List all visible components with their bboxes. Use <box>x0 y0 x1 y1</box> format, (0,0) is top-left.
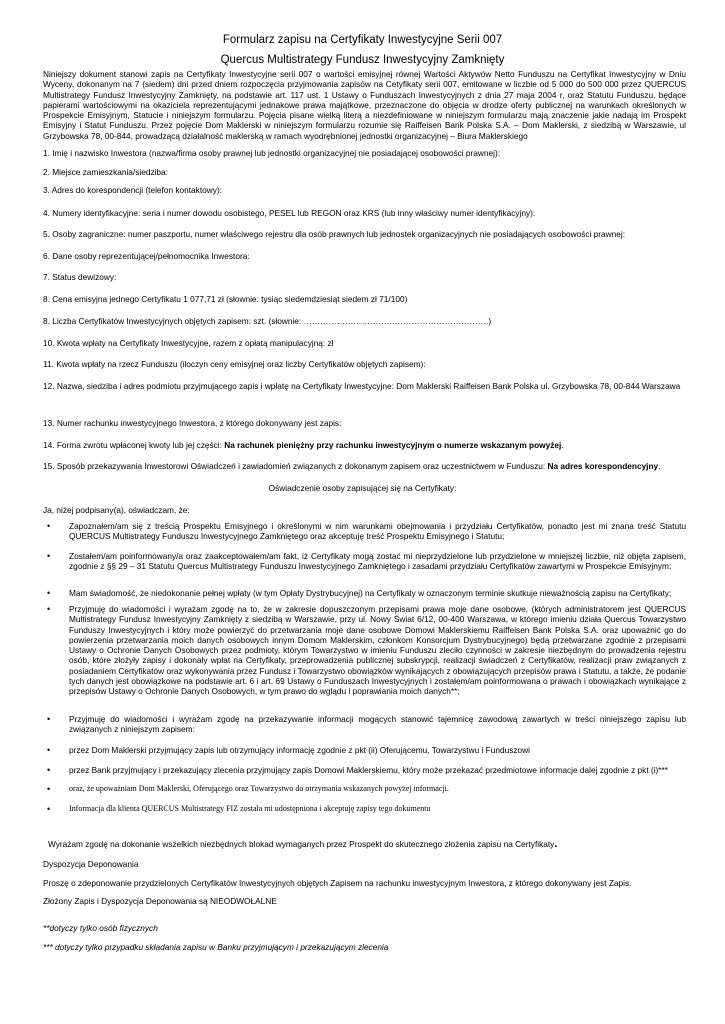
bullet-icon: • <box>47 588 51 598</box>
bullet-icon: • <box>47 521 51 531</box>
field-issue-price: 8. Cena emisyjna jednego Certyfikatu 1 077,71 zł (słownie: tysiąc siedemdziesiąt siedem zł 71/100) <box>43 294 408 304</box>
field-identification-numbers: 4. Numery identyfikacyjne: seria i numer dowodu osobistego, PESEL lub REGON oraz KRS (lub inny właściwy numer identyfikacyjny): <box>43 208 536 218</box>
bullet-icon: • <box>47 804 51 814</box>
irrevocable-note: Złożony Zapis i Dyspozycja Deponowania są NIEODWOŁALNE <box>43 896 277 906</box>
field-notification-method: 15. Sposób przekazywania Inwestorowi Oświadczeń i zawiadomień związanych z dokonanym zapisem oraz uczestnictwem w Funduszu: Na adres korespondencyjny. <box>43 461 661 471</box>
bullet-icon: • <box>47 784 51 794</box>
refund-form-value: Na rachunek pieniężny przy rachunku inwestycyjnym o numerze wskazanym powyżej <box>224 440 562 450</box>
notification-method-value: Na adres korespondencyjny <box>547 461 659 471</box>
bullet-icon: • <box>47 714 51 724</box>
deposit-heading: Dyspozycja Deponowania <box>43 859 139 869</box>
deposit-instruction: Proszę o zdeponowanie przydzielonych Certyfikatów Inwestycyjnych objętych Zapisem na rachunku inwestycyjnym Inwestora, z którego dokonywany jest Zapis. <box>43 878 632 888</box>
intro-paragraph: Niniejszy dokument stanowi zapis na Certyfikaty Inwestycyjne serii 007 o wartości emisyjnej równej Wartości Aktywów Netto Funduszu na Certyfikat Inwestycyjny w Dniu Wyceny, dokonanym na 7 (siedem) dni przed dniem rozpoczęcia przyjmowania zapisów na Cetyfikaty serii 007, emitowane w liczbie od 5 000 do 500 000 przez QUERCUS Multistrategy Fundusz Inwestycyjny Zamknięty, na podstawie art. 117 ust. 1 Ustawy o Funduszach Inwestycyjnych z dnia 27 maja 2004 r, oraz Statutu Funduszu, będące papierami wartościowymi na okaziciela reprezentującymi jednakowe prawa majątkowe, przeznaczone do objęcia w drodze oferty publicznej na warunkach określonych w Prospekcie Emisyjnym, Statucie i niniejszym formularzu. Pojęcia pisane wielką literą a niezdefiniowane w niniejszym formularzu mają znaczenie jakie nadają im Prospekt Emisyjny i Statut Funduszu. Przez pojęcie Dom Maklerski w niniejszym formularzu rozumie się Raiffeisen Bank Polska S.A. – Dom Maklerski, z siedzibą w Warszawie, ul Grzybowska 78, 00-844, prowadzącą działalność maklerską w ramach wyodrębnionej jednostki organizacyjnej – Biura Maklerskiego <box>43 69 686 141</box>
fund-name: Quercus Multistrategy Fundusz Inwestycyjny Zamknięty <box>220 54 505 66</box>
field-currency-status: 7. Status dewizowy: <box>43 272 117 282</box>
footnote-bank: *** dotyczy tylko przypadku składania zapisu w Banku przyjmującym i przekazującym zlecenia <box>43 942 389 952</box>
bullet-icon: • <box>47 604 51 614</box>
form-page: Formularz zapisu na Certyfikaty Inwestycyjne Serii 007 Quercus Multistrategy Fundusz Inwestycyjny Zamknięty Niniejszy dokument stanowi zapis na Certyfikaty Inwestycyjne serii 007 o wartości emisyjnej równej Wartości Aktywów Netto Funduszu na Certyfikat Inwestycyjny w Dniu Wyceny, dokonanym na 7 (siedem) dni przed dniem rozpoczęcia przyjmowania zapisów na Cetyfikaty serii 007, emitowane w liczbie od 5 000 do 500 000 przez QUERCUS Multistrategy Fundusz Inwestycyjny Zamknięty, na podstawie art. 117 ust. 1 Ustawy o Funduszach Inwestycyjnych z dnia 27 maja 2004 r, oraz Statutu Funduszu, będące papierami wartościowymi na okaziciela reprezentującymi jednakowe prawa majątkowe, przeznaczone do objęcia w drodze oferty publicznej na warunkach określonych w Prospekcie Emisyjnym, Statucie i niniejszym formularzu. Pojęcia pisane wielką literą a niezdefiniowane w niniejszym formularzu mają znaczenie jakie nadają im Prospekt Emisyjny i Statut Funduszu. Przez pojęcie Dom Maklerski w niniejszym formularzu rozumie się Raiffeisen Bank Polska S.A. – Dom Maklerski, z siedzibą w Warszawie, ul Grzybowska 78, 00-844, prowadzącą działalność maklerską w ramach wyodrębnionej jednostki organizacyjnej – Biura Maklerskiego 1. Imię i nazwisko Inwestora (nazwa/firma osoby prawnej lub jednostki organizacyjnej nie posiadającej osobowości prawnej): 2. Miejsce zamieszkania/siedziba: 3. Adres do korespondencji (telefon kontaktowy): 4. Numery identyfikacyjne: seria i numer dowodu osobistego, PESEL lub REGON oraz KRS (lub inny właściwy numer identyfikacyjny): 5. Osoby zagraniczne: numer paszportu, numer właściwego rejestru dla osób prawnych lub jednostek organizacyjnych nie posiadających osobowości prawnej: 6. Dane osoby reprezentującej/pełnomocnika Inwestora: 7. Status dewizowy: 8. Cena emisyjna jednego Certyfikatu 1 077,71 zł (słownie: tysiąc siedemdziesiąt siedem zł 71/100) 8. Liczba Certyfikatów Inwestycyjnych objętych zapisem: szt. (słownie: ………………………………………………………….) 10. Kwota wpłaty na Certyfikaty Inwestycyjne, razem z opłatą manipulacyjną: zł 11. Kwota wpłaty na rzecz Funduszu (iloczyn ceny emisyjnej oraz liczby Certyfikatów objętych zapisem): 12. Nazwa, siedziba i adres podmiotu przyjmującego zapis i wpłatę na Certyfikaty Inwestycyjne: Dom Maklerski Raiffeisen Bank Polska ul. Grzybowska 78, 00-844 Warszawa 13. Numer rachunku inwestycyjnego Inwestora, z którego dokonywany jest zapis: 14. Forma zwrotu wpłaconej kwoty lub jej części: Na rachunek pieniężny przy rachunku inwestycyjnym o numerze wskazanym powyżej. 15. Sposób przekazywania Inwestorowi Oświadczeń i zawiadomień związanych z dokonanym zapisem oraz uczestnictwem w Funduszu: Na adres korespondencyjny. Oświadczenie osoby zapisującej się na Certyfikaty: Ja, niżej podpisany(a), oświadczam, że: • Zapoznałem/am się z treścią Prospektu Emisyjnego i określonymi w nim warunkami obejmowania i przydziału Certyfikatów, ponadto jest mi znana treść Statutu QUERCUS Multistrategy Funduszu Inwestycyjnego Zamkniętego oraz akceptuję treść Prospektu Emisyjnego i Statutu; • Zostałem/am poinformowany/a oraz zaakceptowałem/am fakt, iż Certyfikaty mogą zostać mi nieprzydzielone lub przydzielone w mniejszej liczbie, niż objęta zapisem, zgodnie z §§ 29 – 31 Statutu Quercus Multistrategy Funduszu Inwestycyjnego Zamkniętego i zasadami przydziału Certyfikatów zawartymi w Prospekcie Emisyjnym; • Mam świadomość, że niedokonanie pełnej wpłaty (w tym Opłaty Dystrybucyjnej) na Certyfikaty w oznaczonym terminie skutkuje nieważnością zapisu na Certyfikaty; • Przyjmuję do wiadomości i wyrażam zgodę na to, że w zakresie dopuszczonym przepisami prawa moje dane osobowe, (których administratorem jest QUERCUS Multistrategy Fundusz Inwestycyjny Zamknięty z siedzibą w Warszawie, przy ul. Nowy Świat 6/12, 00-400 Warszawa, w którego imieniu działa Quercus Towarzystwo Funduszy Inwestycyjnych i który może powierzyć do przetwarzania moje dane osobowe Domowi Maklerskiemu Raiffeisen Bank Polska S.A. oraz upoważnić go do powierzenia przetwarzania moich danych osobowych innym Domom Maklerskim, członkom Konsorcjum Dystrybucyjnego) będą przetwarzane zgodnie z przepisami Ustawy o Ochronie Danych Osobowych przez podmioty, którym Towarzystwo w imieniu Funduszu zleciło czynności w zakresie niezbędnym do prowadzenia rejestru osób, które złożyły zapisy i dokonały wpłat na Certyfikaty, przeprowadzenia publicznej subskrypcji, realizacji świadczeń z Certyfikatów, realizacji praw związanych z posiadaniem Certyfikatów oraz wykonywania przez Fundusz i Towarzystwo obowiązków wynikających z obowiązujących przepisów prawa i Statutu, a także, że podanie tych danych jest obowiązkowe na podstawie art. 6 i art. 69 Ustawy o Funduszach Inwestycyjnych i zostałem/am poinformowana o prawach i obowiązkach wynikające z przepisów Ustawy o Ochronie Danych Osobowych, w tym prawo do wglądu i poprawiania moich danych**; • Przyjmuję do wiadomości i wyrażam zgodę na przekazywanie informacji mogących stanowić tajemnicę zawodową zawartych w treści niniejszego zapisu lub związanych z niniejszym zapisem: • przez Dom Maklerski przyjmujący zapis lub otrzymujący informację zgodnie z pkt (ii) Oferującemu, Towarzystwu i Funduszowi • przez Bank przyjmujący i przekazujący zlecenia przyjmujący zapis Domowi Maklerskiemu, który może przekazać przedmiotowe informacje dalej zgodnie z pkt (i)*** • oraz, że upoważniam Dom Maklerski, Oferującego oraz Towarzystwo do otrzymania wskazanych powyżej informacji. • Informacja dla klienta QUERCUS Multistrategy FIZ została mi udostępniona i akceptuję zapisy tego dokumentu Wyrażam zgodę na dokonanie wszelkich niezbędnych blokad wymaganych przez Prospekt do skutecznego złożenia zapisu na Certyfikaty. Dyspozycja Deponowania Proszę o zdeponowanie przydzielonych Certyfikatów Inwestycyjnych objętych Zapisem na rachunku inwestycyjnym Inwestora, z którego dokonywany jest Zapis. Złożony Zapis i Dyspozycja Deponowania są NIEODWOŁALNE **dotyczy tylko osób fizycznych *** dotyczy tylko przypadku składania zapisu w Banku przyjmującym i przekazującym zlecenia <box>0 0 725 1024</box>
field-account-number: 13. Numer rachunku inwestycyjnego Inwestora, z którego dokonywany jest zapis: <box>43 418 342 428</box>
bullet-icon: • <box>47 551 51 561</box>
field-representative: 6. Dane osoby reprezentującej/pełnomocnika Inwestora: <box>43 251 250 261</box>
blocking-consent: Wyrażam zgodę na dokonanie wszelkich niezbędnych blokad wymaganych przez Prospekt do skutecznego złożenia zapisu na Certyfikaty. <box>48 838 558 850</box>
bullet-icon: • <box>47 745 51 755</box>
form-title: Formularz zapisu na Certyfikaty Inwestycyjne Serii 007 <box>222 34 503 46</box>
declaration-lead: Ja, niżej podpisany(a), oświadczam, że: <box>43 505 190 515</box>
field-correspondence-address: 3. Adres do korespondencji (telefon kontaktowy): <box>43 185 222 195</box>
field-payment-amount: 10. Kwota wpłaty na Certyfikaty Inwestycyjne, razem z opłatą manipulacyjną: zł <box>43 338 334 348</box>
field-investor-name: 1. Imię i nazwisko Inwestora (nazwa/firma osoby prawnej lub jednostki organizacyjnej nie posiadającej osobowości prawnej): <box>43 148 501 158</box>
field-foreign-persons: 5. Osoby zagraniczne: numer paszportu, numer właściwego rejestru dla osób prawnych lub jednostek organizacyjnych nie posiadających osobowości prawnej: <box>43 229 626 239</box>
declaration-heading: Oświadczenie osoby zapisującej się na Certyfikaty: <box>268 483 457 493</box>
field-receiving-entity: 12. Nazwa, siedziba i adres podmiotu przyjmującego zapis i wpłatę na Certyfikaty Inwestycyjne: Dom Maklerski Raiffeisen Bank Polska ul. Grzybowska 78, 00-844 Warszawa <box>43 381 681 391</box>
field-refund-form: 14. Forma zwrotu wpłaconej kwoty lub jej części: Na rachunek pieniężny przy rachunku inwestycyjnym o numerze wskazanym powyżej. <box>43 440 564 450</box>
bullet-icon: • <box>47 765 51 775</box>
footnote-natural-persons: **dotyczy tylko osób fizycznych <box>43 923 158 933</box>
field-fund-payment: 11. Kwota wpłaty na rzecz Funduszu (iloczyn ceny emisyjnej oraz liczby Certyfikatów objętych zapisem): <box>43 359 426 369</box>
field-certificate-count: 8. Liczba Certyfikatów Inwestycyjnych objętych zapisem: szt. (słownie: ………………………………………………………….) <box>43 316 492 326</box>
field-residence: 2. Miejsce zamieszkania/siedziba: <box>43 167 168 177</box>
